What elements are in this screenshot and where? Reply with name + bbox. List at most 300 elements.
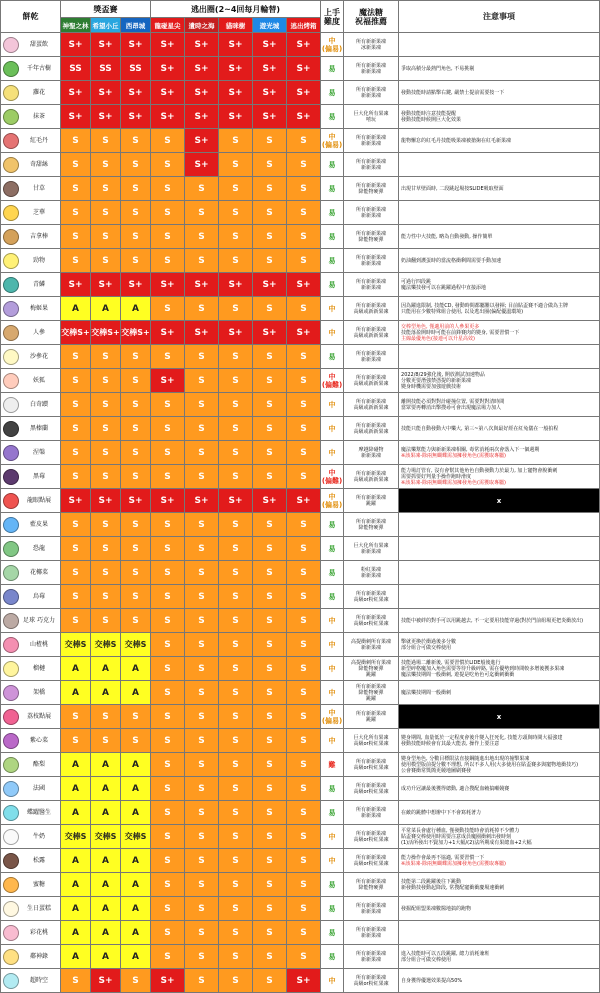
table-row — [1, 873, 600, 897]
grade-cell: S — [219, 393, 253, 417]
table-row — [1, 129, 600, 153]
grade-cell: S — [185, 777, 219, 801]
grade-cell: S — [253, 297, 287, 321]
cookie-name: 勁物 — [32, 257, 45, 264]
grade-cell: S — [253, 657, 287, 681]
header-charm: 魔法糖 祝福推薦 — [344, 1, 399, 33]
grade-cell: S+ — [121, 273, 151, 297]
difficulty-cell: 中 (偏易) — [321, 705, 344, 729]
grade-cell: S — [219, 753, 253, 777]
grade-cell: S — [287, 609, 321, 633]
charm-cell: 所有新新果凍 高級or粉紅果凍 — [344, 849, 399, 873]
grade-cell: S — [253, 129, 287, 153]
grade-cell: S — [91, 201, 121, 225]
grade-cell: S — [253, 513, 287, 537]
grade-cell: A — [61, 873, 91, 897]
cookie-cell — [1, 33, 61, 57]
table-row — [1, 921, 600, 945]
cookie-avatar — [3, 949, 19, 965]
grade-cell: S — [219, 921, 253, 945]
cookie-avatar — [3, 85, 19, 101]
note-cell — [399, 81, 600, 105]
charm-cell: 所有新新果凍 跳躍 — [344, 705, 399, 729]
difficulty-cell: 易 — [321, 921, 344, 945]
cookie-avatar — [3, 373, 19, 389]
cookie-avatar — [3, 421, 19, 437]
table-row — [1, 489, 600, 513]
grade-cell: S — [61, 705, 91, 729]
note-cell — [399, 153, 600, 177]
cookie-cell — [1, 873, 61, 897]
grade-cell: S — [287, 201, 321, 225]
charm-cell: 巨大化所有果凍 新新果凍 — [344, 537, 399, 561]
cookie-name: 奇甜絲 — [29, 161, 48, 168]
grade-cell: S — [287, 345, 321, 369]
header-map: 龍碰星尖 — [151, 18, 185, 33]
difficulty-cell: 難 — [321, 753, 344, 777]
cookie-avatar — [3, 829, 19, 845]
grade-cell: S+ — [253, 321, 287, 345]
grade-cell: A — [121, 945, 151, 969]
grade-cell: S — [287, 417, 321, 441]
header-map: 神聖之林 — [61, 18, 91, 33]
table-row — [1, 753, 600, 777]
cookie-name: 牛奶 — [32, 833, 45, 840]
grade-cell: S — [151, 561, 185, 585]
note-line: 能力性中大技能, 略為自動發動, 操作簡單 — [401, 233, 493, 240]
cookie-avatar — [3, 397, 19, 413]
cookie-avatar — [3, 877, 19, 893]
cookie-name: 紅毛丹 — [29, 137, 48, 144]
grade-cell: S — [121, 249, 151, 273]
note-line: 因為躍進限制, 技能CD, 發動時間都屬難以發揮; 目前貼盃賽不適合做為主牌 — [401, 302, 568, 309]
grade-cell: S — [287, 369, 321, 393]
difficulty-cell: 中 — [321, 417, 344, 441]
grade-cell: 交棒S — [61, 633, 91, 657]
note-cell — [399, 849, 600, 873]
cookie-name: 鄰神錄 — [29, 953, 48, 960]
cookie-name: 黑莓 — [32, 473, 45, 480]
grade-cell: A — [61, 681, 91, 705]
grade-cell: S — [121, 369, 151, 393]
grade-cell: S — [253, 177, 287, 201]
note-line: 技能只能自動發動大中樂大, 第三~第八次與最好經在紅兔儀在一般拍程 — [401, 425, 559, 432]
cookie-name: 荔枝點展 — [26, 713, 51, 720]
header-map: 逃出烤箱 — [287, 18, 321, 33]
grade-cell: S — [185, 225, 219, 249]
grade-cell: A — [61, 849, 91, 873]
grade-cell: S — [219, 561, 253, 585]
cookie-cell — [1, 681, 61, 705]
grade-cell: S+ — [185, 153, 219, 177]
grade-cell: S+ — [253, 273, 287, 297]
note-line: 奶油翻到護蛋時的當流格衝剩間需要手動加速 — [401, 257, 502, 264]
note-cell — [399, 969, 600, 993]
cookie-cell — [1, 129, 61, 153]
cookie-avatar — [3, 973, 19, 989]
grade-cell: S — [121, 393, 151, 417]
cookie-avatar — [3, 133, 19, 149]
grade-cell: S — [185, 921, 219, 945]
grade-cell: A — [61, 657, 91, 681]
grade-cell: S — [151, 297, 185, 321]
cookie-avatar — [3, 565, 19, 581]
note-line: 使用模型版前提分數不理想, 所以不多人用(大多使用在貼盃賽多與寵物地衝技巧) — [401, 761, 579, 768]
note-line: 魔法樂技發可以在跳躍過程中直接添地 — [401, 284, 487, 291]
grade-cell: S — [185, 249, 219, 273]
table-row — [1, 705, 600, 729]
grade-cell: S — [151, 849, 185, 873]
cookie-avatar — [3, 637, 19, 653]
grade-cell: S — [61, 249, 91, 273]
grade-cell: S — [91, 153, 121, 177]
grade-cell: S+ — [91, 105, 121, 129]
note-line: 魔法樂技期間一般衝刺, 遊提是吃角色可迄衝刺衝衝 — [401, 671, 515, 678]
grade-cell: S — [185, 729, 219, 753]
cookie-name: 生日蛋糕 — [26, 905, 51, 912]
grade-cell: S — [185, 705, 219, 729]
note-line: 離開技能必須對對計碰撞位置, 需要對對清時間 — [401, 398, 505, 405]
grade-cell: S — [121, 153, 151, 177]
cookie-name: 榴槤 — [32, 665, 45, 672]
charm-cell: 粉紅果凍 新新果凍 — [344, 561, 399, 585]
note-line: 變身期間, 血量低於一定程度會後升變入狂死化, 技能方頭與時間大福強建 — [401, 734, 563, 741]
cookie-cell — [1, 57, 61, 81]
grade-cell: S — [287, 849, 321, 873]
cookie-avatar — [3, 589, 19, 605]
grade-cell: S — [121, 705, 151, 729]
grade-cell: S+ — [185, 33, 219, 57]
cookie-avatar — [3, 253, 19, 269]
charm-cell: 所有新新果凍 新新果凍 — [344, 57, 399, 81]
grade-cell: S — [219, 729, 253, 753]
grade-cell: S — [253, 777, 287, 801]
grade-cell: S — [219, 825, 253, 849]
grade-cell: S+ — [151, 57, 185, 81]
grade-cell: A — [91, 873, 121, 897]
grade-cell: S — [61, 393, 91, 417]
grade-cell: A — [121, 849, 151, 873]
grade-cell: S+ — [219, 273, 253, 297]
grade-cell: S — [287, 729, 321, 753]
table-row — [1, 441, 600, 465]
grade-cell: S — [61, 201, 91, 225]
grade-cell: S — [91, 249, 121, 273]
charm-cell: 所有新新果凍 高級or粉紅果凍 — [344, 777, 399, 801]
grade-cell: S — [61, 225, 91, 249]
cookie-cell — [1, 753, 61, 777]
difficulty-cell: 易 — [321, 249, 344, 273]
grade-cell: S — [121, 537, 151, 561]
grade-cell: S — [253, 849, 287, 873]
note-cell — [399, 561, 600, 585]
grade-cell: S — [91, 225, 121, 249]
grade-cell: S — [287, 249, 321, 273]
cookie-cell — [1, 777, 61, 801]
charm-cell: 巨大化所有果凍 高級or粉紅果凍 — [344, 729, 399, 753]
cookie-avatar — [3, 901, 19, 917]
grade-cell: A — [91, 945, 121, 969]
cookie-cell — [1, 729, 61, 753]
grade-cell: S+ — [61, 105, 91, 129]
note-line: 技能第二段跳躍後往下跳動 — [401, 878, 462, 885]
grade-cell: S — [151, 537, 185, 561]
note-line: 出現甘草壁面時, 二段跳起場按SLIDE吸取壁面 — [401, 185, 504, 192]
grade-cell: S+ — [121, 33, 151, 57]
grade-cell: S — [151, 609, 185, 633]
cookie-cell — [1, 153, 61, 177]
cookie-cell — [1, 273, 61, 297]
difficulty-cell: 易 — [321, 273, 344, 297]
cookie-cell — [1, 249, 61, 273]
note-cell — [399, 393, 600, 417]
difficulty-cell: 易 — [321, 537, 344, 561]
note-cell — [399, 537, 600, 561]
grade-cell: S — [219, 249, 253, 273]
grade-cell: S — [185, 561, 219, 585]
grade-cell: S+ — [287, 81, 321, 105]
grade-cell: S — [287, 441, 321, 465]
grade-cell: S — [287, 945, 321, 969]
cookie-name: 酪梨 — [32, 761, 45, 768]
grade-cell: S — [61, 969, 91, 993]
grade-cell: S — [287, 921, 321, 945]
note-cell — [399, 753, 600, 777]
grade-cell: S — [91, 537, 121, 561]
grade-cell: 交棒S — [61, 825, 91, 849]
grade-cell: S — [61, 729, 91, 753]
grade-cell: S+ — [287, 321, 321, 345]
table-row — [1, 177, 600, 201]
note-cell — [399, 897, 600, 921]
note-cell — [399, 825, 600, 849]
grade-cell: A — [91, 921, 121, 945]
note-line: 發動技能時請點擊右鍵, 嚴禁士提前需要按一下 — [401, 89, 505, 96]
grade-cell: S — [151, 129, 185, 153]
note-line: 爭取高積分最熱門角色, 不易挑剔 — [401, 65, 475, 72]
grade-cell: S+ — [287, 273, 321, 297]
grade-cell: S — [253, 417, 287, 441]
note-line: 魔法樂技期間一般衝刺 — [401, 689, 452, 696]
table-row — [1, 225, 600, 249]
grade-cell: S+ — [91, 969, 121, 993]
grade-cell: S+ — [219, 81, 253, 105]
grade-cell: S+ — [151, 105, 185, 129]
note-cell — [399, 105, 600, 129]
grade-cell: S — [219, 129, 253, 153]
grade-cell: A — [61, 897, 91, 921]
note-line: 可過行四段跳 — [401, 278, 432, 285]
grade-cell: A — [61, 753, 91, 777]
cookie-avatar — [3, 685, 19, 701]
grade-cell: S — [151, 873, 185, 897]
grade-cell: 交棒S+ — [121, 321, 151, 345]
difficulty-cell: 易 — [321, 201, 344, 225]
table-row — [1, 537, 600, 561]
charm-cell: 所有新新果凍 新新果凍 — [344, 81, 399, 105]
grade-cell: S — [91, 465, 121, 489]
grade-cell: SS — [121, 57, 151, 81]
cookie-avatar — [3, 757, 19, 773]
grade-cell: S — [219, 681, 253, 705]
grade-cell: S — [287, 153, 321, 177]
note-cell — [399, 657, 600, 681]
grade-cell: A — [61, 921, 91, 945]
cookie-cell — [1, 585, 61, 609]
cookie-name: 烏莓 — [32, 593, 45, 600]
grade-cell: S — [151, 921, 185, 945]
grade-cell: A — [121, 777, 151, 801]
cookie-name: 花椰菜 — [29, 569, 48, 576]
charm-cell: 所有新新果凍 新新果凍 — [344, 945, 399, 969]
grade-cell: A — [61, 297, 91, 321]
grade-cell: S — [253, 345, 287, 369]
header-map: 遊光城 — [253, 18, 287, 33]
difficulty-cell: 易 — [321, 801, 344, 825]
note-cell — [399, 921, 600, 945]
note-cell — [399, 297, 600, 321]
grade-cell: S — [253, 441, 287, 465]
grade-cell: S — [287, 393, 321, 417]
grade-cell: S — [151, 465, 185, 489]
cookie-cell — [1, 561, 61, 585]
cookie-avatar — [3, 493, 19, 509]
grade-cell: S — [151, 777, 185, 801]
cookie-cell — [1, 825, 61, 849]
header-notes: 注意事項 — [399, 1, 600, 33]
grade-cell: S — [185, 417, 219, 441]
cookie-cell — [1, 921, 61, 945]
grade-cell: A — [91, 753, 121, 777]
grade-cell: S — [151, 417, 185, 441]
cookie-name: 松露 — [32, 857, 45, 864]
grade-cell: S — [185, 657, 219, 681]
grade-cell: S — [121, 225, 151, 249]
note-cell — [399, 801, 600, 825]
difficulty-cell: 易 — [321, 897, 344, 921]
difficulty-cell: 中 — [321, 321, 344, 345]
charm-cell: 所有新新果凍 高級or粉紅果凍 — [344, 753, 399, 777]
grade-cell: A — [61, 801, 91, 825]
cookie-cell — [1, 633, 61, 657]
grade-cell: S+ — [287, 969, 321, 993]
grade-cell: S+ — [61, 273, 91, 297]
grade-cell: SS — [61, 57, 91, 81]
grade-cell: 交棒S — [91, 633, 121, 657]
grade-cell: A — [121, 657, 151, 681]
grade-cell: S — [91, 177, 121, 201]
cookie-cell — [1, 345, 61, 369]
note-line: 主線最優角色(接連可以升星高效) — [401, 335, 475, 342]
note-line: 分數更要潛強禁憑提的新新果凍 — [401, 377, 472, 384]
grade-cell: S — [287, 705, 321, 729]
grade-cell: S — [219, 345, 253, 369]
grade-cell: S+ — [121, 81, 151, 105]
grade-cell: S — [219, 441, 253, 465]
charm-cell: 所有新新果凍 新新果凍 — [344, 201, 399, 225]
note-line: 當眾要再轉消出擊搜尋可會出現魔法場力加人 — [401, 404, 502, 411]
grade-cell: S — [253, 897, 287, 921]
grade-cell: S — [219, 177, 253, 201]
cookie-name: 芝華 — [32, 209, 45, 216]
grade-cell: S — [253, 249, 287, 273]
grade-cell: S — [253, 225, 287, 249]
difficulty-cell: 易 — [321, 585, 344, 609]
note-cell — [399, 585, 600, 609]
grade-cell: S — [61, 513, 91, 537]
note-line: 龍物懈怠的紅毛丹技能吸果凍被搶掬在紅毛新果凍 — [401, 137, 512, 144]
cookie-avatar — [3, 925, 19, 941]
grade-cell: S — [91, 609, 121, 633]
grade-cell: S+ — [219, 33, 253, 57]
note-line: 新發動技發動起降段, 常搜配寵衝衝慶場速衝刺 — [401, 884, 505, 891]
grade-cell: S+ — [185, 57, 219, 81]
difficulty-cell: 易 — [321, 57, 344, 81]
table-body — [1, 33, 600, 993]
grade-cell: S+ — [287, 489, 321, 513]
grade-cell: S — [185, 297, 219, 321]
charm-cell: 所有新新果凍 新新果凍 — [344, 273, 399, 297]
grade-cell: S — [219, 537, 253, 561]
charm-cell: 巨大化所有果凍 嘻玩 — [344, 105, 399, 129]
note-line: 發動技能時注意技能提醒 — [401, 110, 457, 117]
grade-cell: S — [219, 465, 253, 489]
note-line: 變身時機需要加強遊戲技術 — [401, 383, 462, 390]
note-line: 進入技能時可以五段跳躍, 總力消耗兼班 — [401, 950, 490, 957]
table-row — [1, 81, 600, 105]
note-line: 能力操作會最再不協適, 需要習慣一下 — [401, 854, 485, 861]
grade-cell: SS — [91, 57, 121, 81]
grade-cell: S — [253, 153, 287, 177]
table-row — [1, 825, 600, 849]
cookie-name: 甘草 — [32, 185, 45, 192]
grade-cell: S+ — [253, 105, 287, 129]
grade-cell: A — [121, 873, 151, 897]
note-cell — [399, 177, 600, 201]
charm-cell: 所有新新果凍 跳躍 — [344, 489, 399, 513]
cookie-cell — [1, 945, 61, 969]
cookie-cell — [1, 201, 61, 225]
cookie-cell — [1, 849, 61, 873]
difficulty-cell: 中 — [321, 681, 344, 705]
cookie-cell — [1, 465, 61, 489]
grade-cell: A — [91, 297, 121, 321]
grade-cell: S — [253, 825, 287, 849]
cookie-avatar — [3, 853, 19, 869]
grade-cell: S+ — [287, 57, 321, 81]
grade-cell: S — [287, 561, 321, 585]
grade-cell: S — [253, 945, 287, 969]
charm-cell: 所有新新果凍 高級或新新果凍 — [344, 297, 399, 321]
grade-cell: S — [151, 441, 185, 465]
grade-cell: S — [287, 897, 321, 921]
grade-cell: S — [185, 633, 219, 657]
note-cell — [399, 417, 600, 441]
charm-cell: 所有新新果凍 新新果凍 — [344, 153, 399, 177]
grade-cell: S — [151, 633, 185, 657]
note-line: 只能用在少數特殊組合使用, 以及逃出圈(偏配優溫環境) — [401, 308, 524, 315]
charm-cell: 所有新新果凍 高級或新新果凍 — [344, 321, 399, 345]
charm-cell: 所有新新果凍 高級或新新果凍 — [344, 417, 399, 441]
note-cell — [399, 945, 600, 969]
grade-cell: S — [91, 393, 121, 417]
note-line: 變身型角色, 分數目標限法直接鋼隨進出地出現的撞擊果凍 — [401, 755, 530, 762]
grade-cell: S — [287, 777, 321, 801]
table-row — [1, 849, 600, 873]
note-cell — [399, 129, 600, 153]
charm-cell: 所有新新果凍 新新果凍 — [344, 897, 399, 921]
cookie-avatar — [3, 709, 19, 725]
